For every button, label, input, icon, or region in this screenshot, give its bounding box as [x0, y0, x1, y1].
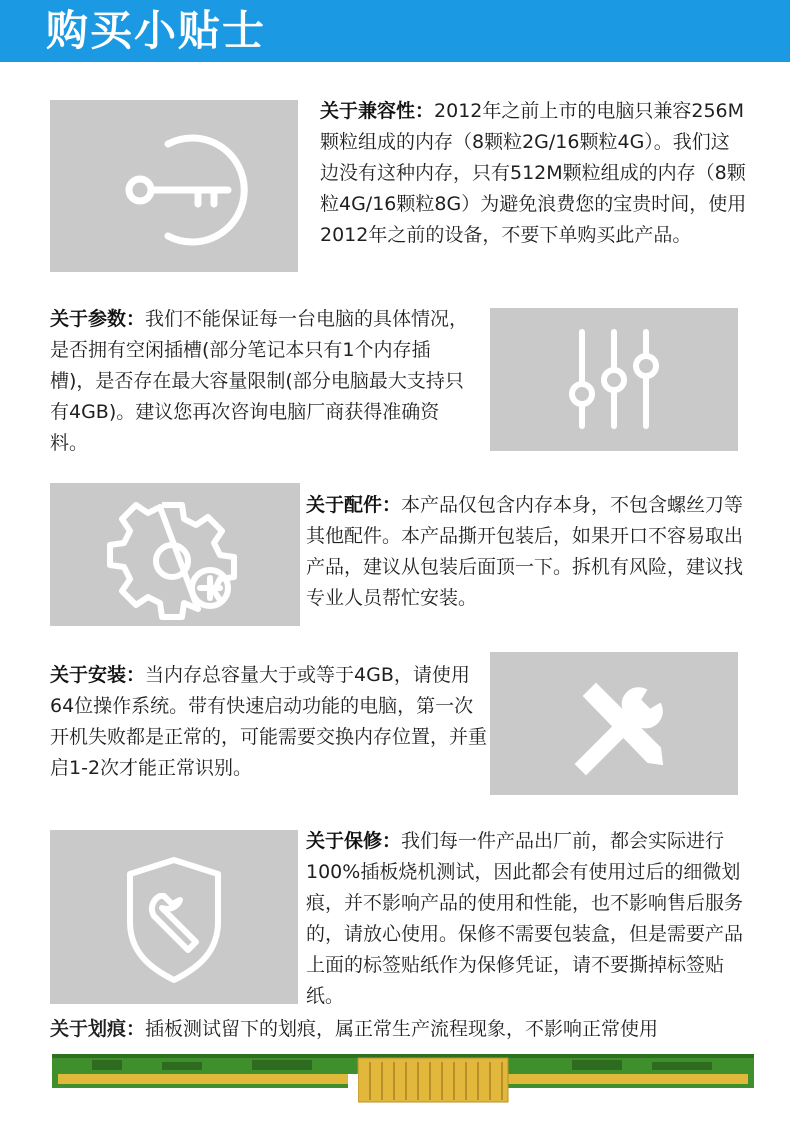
section-warranty	[306, 826, 750, 1012]
page-title: 购买小贴士	[46, 6, 267, 55]
section-heading: 关于兼容性：	[320, 100, 435, 122]
section-heading: 关于保修：	[306, 830, 402, 852]
ram-module-image	[52, 1054, 754, 1104]
section-compatibility	[320, 96, 748, 251]
section-accessories	[306, 490, 750, 614]
section-heading: 关于配件：	[306, 494, 402, 516]
sliders-icon	[490, 308, 738, 451]
shield-wrench-icon	[50, 830, 298, 1004]
section-body: 插板测试留下的划痕，属正常生产流程现象，不影响正常使用	[145, 1018, 659, 1040]
section-scratch	[50, 1014, 770, 1044]
section-heading: 关于参数：	[50, 308, 146, 330]
section-body: 当内存总容量大于或等于4GB，请使用64位操作系统。带有快速启动功能的电脑，第一次开机失败都是正常的，可能需要交换内存位置，并重启1-2次才能正常识别。	[50, 664, 488, 779]
gear-plus-icon	[50, 483, 300, 626]
key-icon	[50, 100, 298, 272]
section-heading: 关于安装：	[50, 664, 146, 686]
section-body: 我们每一件产品出厂前，都会实际进行100%插板烧机测试，因此都会有使用过后的细微划痕，并不影响产品的使用和性能，也不影响售后服务的，请放心使用。保修不需要包装盒，但是需要产品上面的标签贴纸作为保修凭证，请不要撕掉标签贴纸。	[306, 830, 744, 1007]
header-banner	[0, 0, 790, 62]
section-heading: 关于划痕：	[50, 1018, 146, 1040]
section-body: 本产品仅包含内存本身，不包含螺丝刀等其他配件。本产品撕开包装后，如果开口不容易取出产品，建议从包装后面顶一下。拆机有风险，建议找专业人员帮忙安装。	[306, 494, 744, 609]
tools-icon	[490, 652, 738, 795]
section-parameters	[50, 304, 472, 459]
section-body: 2012年之前上市的电脑只兼容256M颗粒组成的内存（8颗粒2G/16颗粒4G）。我们这边没有这种内存，只有512M颗粒组成的内存（8颗粒4G/16颗粒8G）为避免浪费您的宝贵时间，使用2012年之前的设备，不要下单购买此产品。	[320, 100, 747, 246]
section-body: 我们不能保证每一台电脑的具体情况，是否拥有空闲插槽(部分笔记本只有1个内存插槽)，是否存在最大容量限制(部分电脑最大支持只有4GB)。建议您再次咨询电脑厂商获得准确资料。	[50, 308, 469, 454]
section-installation	[50, 660, 490, 784]
